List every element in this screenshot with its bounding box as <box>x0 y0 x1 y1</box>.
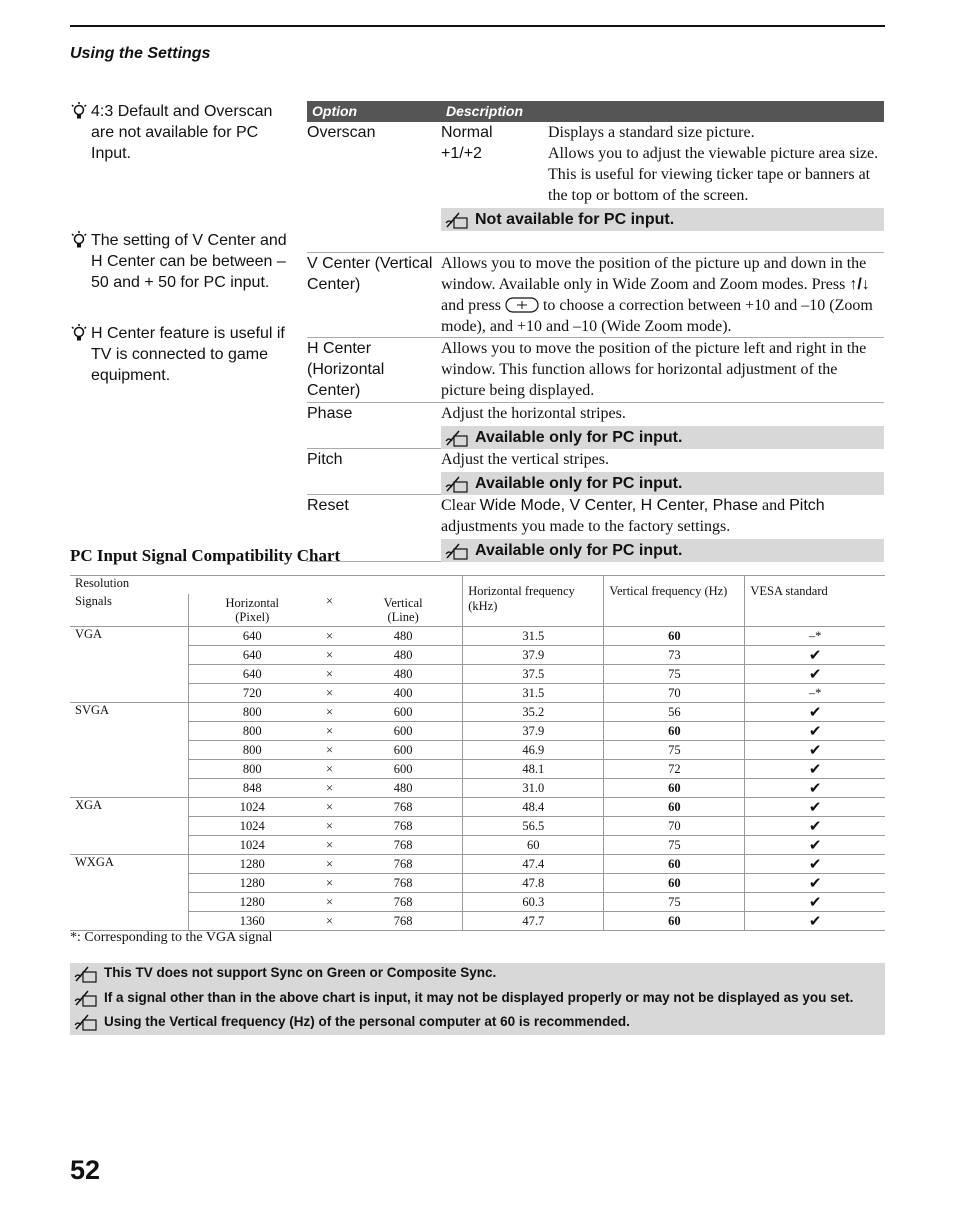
horizontal-label: Horizontal <box>225 596 279 610</box>
vfreq-cell: 60 <box>604 855 745 874</box>
option-name: Overscan <box>307 124 376 141</box>
notes-block <box>70 963 885 1035</box>
options-table-header <box>307 101 884 122</box>
page-number: 52 <box>70 1155 101 1185</box>
enter-button-icon <box>505 297 539 313</box>
tip-1 <box>70 101 296 164</box>
vertical-cell: 768 <box>344 893 463 912</box>
note-bar <box>441 426 884 449</box>
note-pencil-icon <box>445 211 469 229</box>
note-line: This TV does not support Sync on Green or Composite Sync. <box>104 965 497 980</box>
times-cell: × <box>315 646 344 665</box>
vfreq-cell: 56 <box>604 703 745 722</box>
option-desc: Allows you to move the position of the picture left and right in the window. This function allows for horizontal adjustment of the picture being displayed. <box>441 340 867 399</box>
note-text: Not available for PC input. <box>475 211 675 228</box>
note-pencil-icon <box>445 542 469 560</box>
hfreq-cell: 47.7 <box>463 912 604 931</box>
vertical-cell: 480 <box>344 665 463 684</box>
option-desc: Adjust the vertical stripes. <box>441 451 609 468</box>
vesa-cell: ✔ <box>745 836 885 855</box>
vesa-cell: ✔ <box>745 741 885 760</box>
vfreq-cell: 60 <box>604 874 745 893</box>
table-row <box>70 646 885 665</box>
vertical-cell: 768 <box>344 817 463 836</box>
note-bar <box>441 208 884 231</box>
vfreq-cell: 75 <box>604 893 745 912</box>
hfreq-cell: 47.8 <box>463 874 604 893</box>
hfreq-cell: 37.5 <box>463 665 604 684</box>
vertical-cell: 768 <box>344 874 463 893</box>
note-bar <box>441 539 884 562</box>
table-row <box>70 912 885 931</box>
vesa-cell: –* <box>745 684 885 703</box>
option-row-v-center <box>307 253 884 338</box>
top-rule <box>70 25 885 27</box>
vertical-cell: 600 <box>344 722 463 741</box>
vfreq-cell: 72 <box>604 760 745 779</box>
lightbulb-icon <box>70 324 88 344</box>
hfreq-header: Horizontal frequency (kHz) <box>463 576 604 627</box>
vfreq-cell: 75 <box>604 665 745 684</box>
options-table <box>307 101 884 562</box>
vertical-cell: 768 <box>344 855 463 874</box>
compat-table <box>70 575 885 931</box>
table-row <box>70 741 885 760</box>
horizontal-cell: 1280 <box>189 855 315 874</box>
vesa-cell: ✔ <box>745 874 885 893</box>
hfreq-cell: 31.0 <box>463 779 604 798</box>
table-row <box>70 798 885 817</box>
tip-text: The setting of V Center and H Center can be between –50 and + 50 for PC input. <box>91 232 287 291</box>
vfreq-cell: 60 <box>604 912 745 931</box>
note-pencil-icon <box>74 989 98 1007</box>
desc-text: adjustments you made to the factory settings. <box>441 518 731 535</box>
signal-cell <box>70 646 189 665</box>
times-cell: × <box>315 665 344 684</box>
horizontal-cell: 640 <box>189 665 315 684</box>
tip-text: H Center feature is useful if TV is connected to game equipment. <box>91 325 285 384</box>
table-row <box>70 627 885 646</box>
desc-text: Clear <box>441 497 476 514</box>
hfreq-cell: 48.4 <box>463 798 604 817</box>
vertical-line-header <box>344 594 463 627</box>
note-text: Available only for PC input. <box>475 475 683 492</box>
note-pencil-icon <box>445 429 469 447</box>
option-name: Phase <box>307 405 353 422</box>
signal-cell <box>70 665 189 684</box>
vfreq-cell: 75 <box>604 741 745 760</box>
vesa-cell: ✔ <box>745 817 885 836</box>
vesa-cell: ✔ <box>745 798 885 817</box>
times-cell: × <box>315 760 344 779</box>
option-row-reset <box>307 495 884 562</box>
hfreq-cell: 48.1 <box>463 760 604 779</box>
hfreq-cell: 46.9 <box>463 741 604 760</box>
table-row <box>70 893 885 912</box>
pixel-label: (Pixel) <box>235 610 270 624</box>
vesa-cell: ✔ <box>745 760 885 779</box>
vesa-cell: ✔ <box>745 893 885 912</box>
times-cell: × <box>315 817 344 836</box>
vertical-cell: 600 <box>344 703 463 722</box>
signal-cell: SVGA <box>75 703 110 717</box>
horizontal-cell: 800 <box>189 741 315 760</box>
resolution-header: Resolution <box>70 576 463 595</box>
signal-cell <box>70 741 189 760</box>
sub-option-label: Normal <box>441 124 493 141</box>
desc-text: to choose a correction between +10 and –10 (Zoom mode), and +10 and –10 (Wide Zoom mode). <box>441 297 873 335</box>
signal-cell <box>70 760 189 779</box>
vertical-cell: 600 <box>344 741 463 760</box>
times-cell: × <box>315 893 344 912</box>
option-row-phase <box>307 403 884 449</box>
table-row <box>70 836 885 855</box>
desc-items: Pitch <box>789 497 825 514</box>
horizontal-cell: 640 <box>189 646 315 665</box>
vfreq-cell: 75 <box>604 836 745 855</box>
vfreq-cell: 60 <box>604 798 745 817</box>
option-row-pitch <box>307 449 884 495</box>
signals-header: Signals <box>70 594 189 627</box>
horizontal-pixel-header <box>189 594 315 627</box>
lightbulb-icon <box>70 102 88 122</box>
signal-cell <box>70 874 189 893</box>
signal-cell <box>70 722 189 741</box>
description-column-header: Description <box>446 103 524 119</box>
signal-cell: VGA <box>75 627 103 641</box>
times-cell: × <box>315 855 344 874</box>
desc-text: and press <box>441 297 501 314</box>
vfreq-cell: 60 <box>604 627 745 646</box>
note-text: Available only for PC input. <box>475 429 683 446</box>
hfreq-cell: 56.5 <box>463 817 604 836</box>
times-cell: × <box>315 741 344 760</box>
signal-cell <box>70 684 189 703</box>
horizontal-cell: 1024 <box>189 836 315 855</box>
table-row <box>70 855 885 874</box>
times-cell: × <box>315 874 344 893</box>
signal-cell <box>70 817 189 836</box>
desc-items: Wide Mode, V Center, H Center, Phase <box>479 497 759 514</box>
vertical-label: Vertical <box>383 596 423 610</box>
line-label: (Line) <box>387 610 419 624</box>
overscan-normal <box>441 122 884 143</box>
signal-cell <box>70 836 189 855</box>
times-header: × <box>315 594 344 627</box>
signal-cell <box>70 912 189 931</box>
vertical-cell: 768 <box>344 836 463 855</box>
desc-text: Allows you to move the position of the picture up and down in the window. Available only in Wide Zoom and Zoom modes. Press <box>441 255 867 293</box>
vfreq-cell: 70 <box>604 817 745 836</box>
hfreq-cell: 60.3 <box>463 893 604 912</box>
section-title: Using the Settings <box>70 45 211 62</box>
horizontal-cell: 800 <box>189 722 315 741</box>
up-down-arrow-icon: ↑/↓ <box>849 276 870 293</box>
horizontal-cell: 1024 <box>189 817 315 836</box>
sub-option-desc: Allows you to adjust the viewable picture area size. This is useful for viewing ticker tape or banners at the top or bottom of the screen. <box>548 145 879 204</box>
vertical-cell: 480 <box>344 779 463 798</box>
times-cell: × <box>315 836 344 855</box>
note-bar <box>441 472 884 495</box>
vesa-cell: ✔ <box>745 646 885 665</box>
sub-option-label: +1/+2 <box>441 145 482 162</box>
compat-header-row-1 <box>70 576 885 595</box>
horizontal-cell: 1024 <box>189 798 315 817</box>
tip-3 <box>70 323 296 386</box>
overscan-plus <box>441 143 884 206</box>
table-row <box>70 665 885 684</box>
table-row <box>70 874 885 893</box>
times-cell: × <box>315 627 344 646</box>
vesa-cell: ✔ <box>745 779 885 798</box>
compat-chart-title: PC Input Signal Compatibility Chart <box>70 546 341 565</box>
table-row <box>70 703 885 722</box>
vesa-cell: ✔ <box>745 722 885 741</box>
option-desc: Adjust the horizontal stripes. <box>441 405 626 422</box>
horizontal-cell: 1280 <box>189 874 315 893</box>
vfreq-cell: 60 <box>604 722 745 741</box>
tip-text: 4:3 Default and Overscan are not available for PC Input. <box>91 103 273 162</box>
desc-text: and <box>762 497 786 514</box>
hfreq-cell: 60 <box>463 836 604 855</box>
note-pencil-icon <box>74 1013 98 1031</box>
signal-cell <box>70 779 189 798</box>
vfreq-cell: 60 <box>604 779 745 798</box>
horizontal-cell: 848 <box>189 779 315 798</box>
horizontal-cell: 1280 <box>189 893 315 912</box>
option-name: Reset <box>307 497 349 514</box>
vesa-cell: ✔ <box>745 912 885 931</box>
note-line: If a signal other than in the above chart is input, it may not be displayed properly or may not be displayed as you set. <box>104 990 854 1005</box>
horizontal-cell: 1360 <box>189 912 315 931</box>
vertical-cell: 600 <box>344 760 463 779</box>
option-column-header: Option <box>312 103 358 119</box>
tip-2 <box>70 230 296 293</box>
vesa-cell: ✔ <box>745 855 885 874</box>
vertical-cell: 400 <box>344 684 463 703</box>
hfreq-cell: 31.5 <box>463 627 604 646</box>
table-row <box>70 817 885 836</box>
footnote: *: Corresponding to the VGA signal <box>70 930 273 945</box>
lightbulb-icon <box>70 231 88 251</box>
hfreq-cell: 31.5 <box>463 684 604 703</box>
option-desc <box>441 253 884 337</box>
times-cell: × <box>315 684 344 703</box>
option-desc <box>441 495 884 537</box>
note-line: Using the Vertical frequency (Hz) of the personal computer at 60 is recommended. <box>104 1014 630 1029</box>
option-name: V Center (Vertical Center) <box>307 255 433 293</box>
note-pencil-icon <box>445 475 469 493</box>
vertical-cell: 480 <box>344 627 463 646</box>
vesa-cell: ✔ <box>745 703 885 722</box>
option-row-h-center <box>307 338 884 403</box>
sub-option-desc: Displays a standard size picture. <box>548 124 755 141</box>
vesa-header: VESA standard <box>745 576 885 627</box>
times-cell: × <box>315 703 344 722</box>
horizontal-cell: 800 <box>189 703 315 722</box>
vertical-cell: 480 <box>344 646 463 665</box>
vertical-cell: 768 <box>344 798 463 817</box>
vfreq-cell: 73 <box>604 646 745 665</box>
vesa-cell: –* <box>745 627 885 646</box>
table-row <box>70 760 885 779</box>
times-cell: × <box>315 779 344 798</box>
times-cell: × <box>315 722 344 741</box>
signal-cell: XGA <box>75 798 103 812</box>
hfreq-cell: 37.9 <box>463 646 604 665</box>
vesa-cell: ✔ <box>745 665 885 684</box>
horizontal-cell: 720 <box>189 684 315 703</box>
table-row <box>70 779 885 798</box>
vertical-cell: 768 <box>344 912 463 931</box>
table-row <box>70 722 885 741</box>
hfreq-cell: 35.2 <box>463 703 604 722</box>
horizontal-cell: 800 <box>189 760 315 779</box>
hfreq-cell: 47.4 <box>463 855 604 874</box>
note-pencil-icon <box>74 965 98 983</box>
times-cell: × <box>315 798 344 817</box>
vfreq-cell: 70 <box>604 684 745 703</box>
note-text: Available only for PC input. <box>475 542 683 559</box>
signal-cell: WXGA <box>75 855 114 869</box>
signal-cell <box>70 893 189 912</box>
option-name: H Center (Horizontal Center) <box>307 340 385 399</box>
times-cell: × <box>315 912 344 931</box>
option-name: Pitch <box>307 451 343 468</box>
vfreq-header: Vertical frequency (Hz) <box>604 576 745 627</box>
hfreq-cell: 37.9 <box>463 722 604 741</box>
option-row-overscan <box>307 122 884 253</box>
table-row <box>70 684 885 703</box>
horizontal-cell: 640 <box>189 627 315 646</box>
